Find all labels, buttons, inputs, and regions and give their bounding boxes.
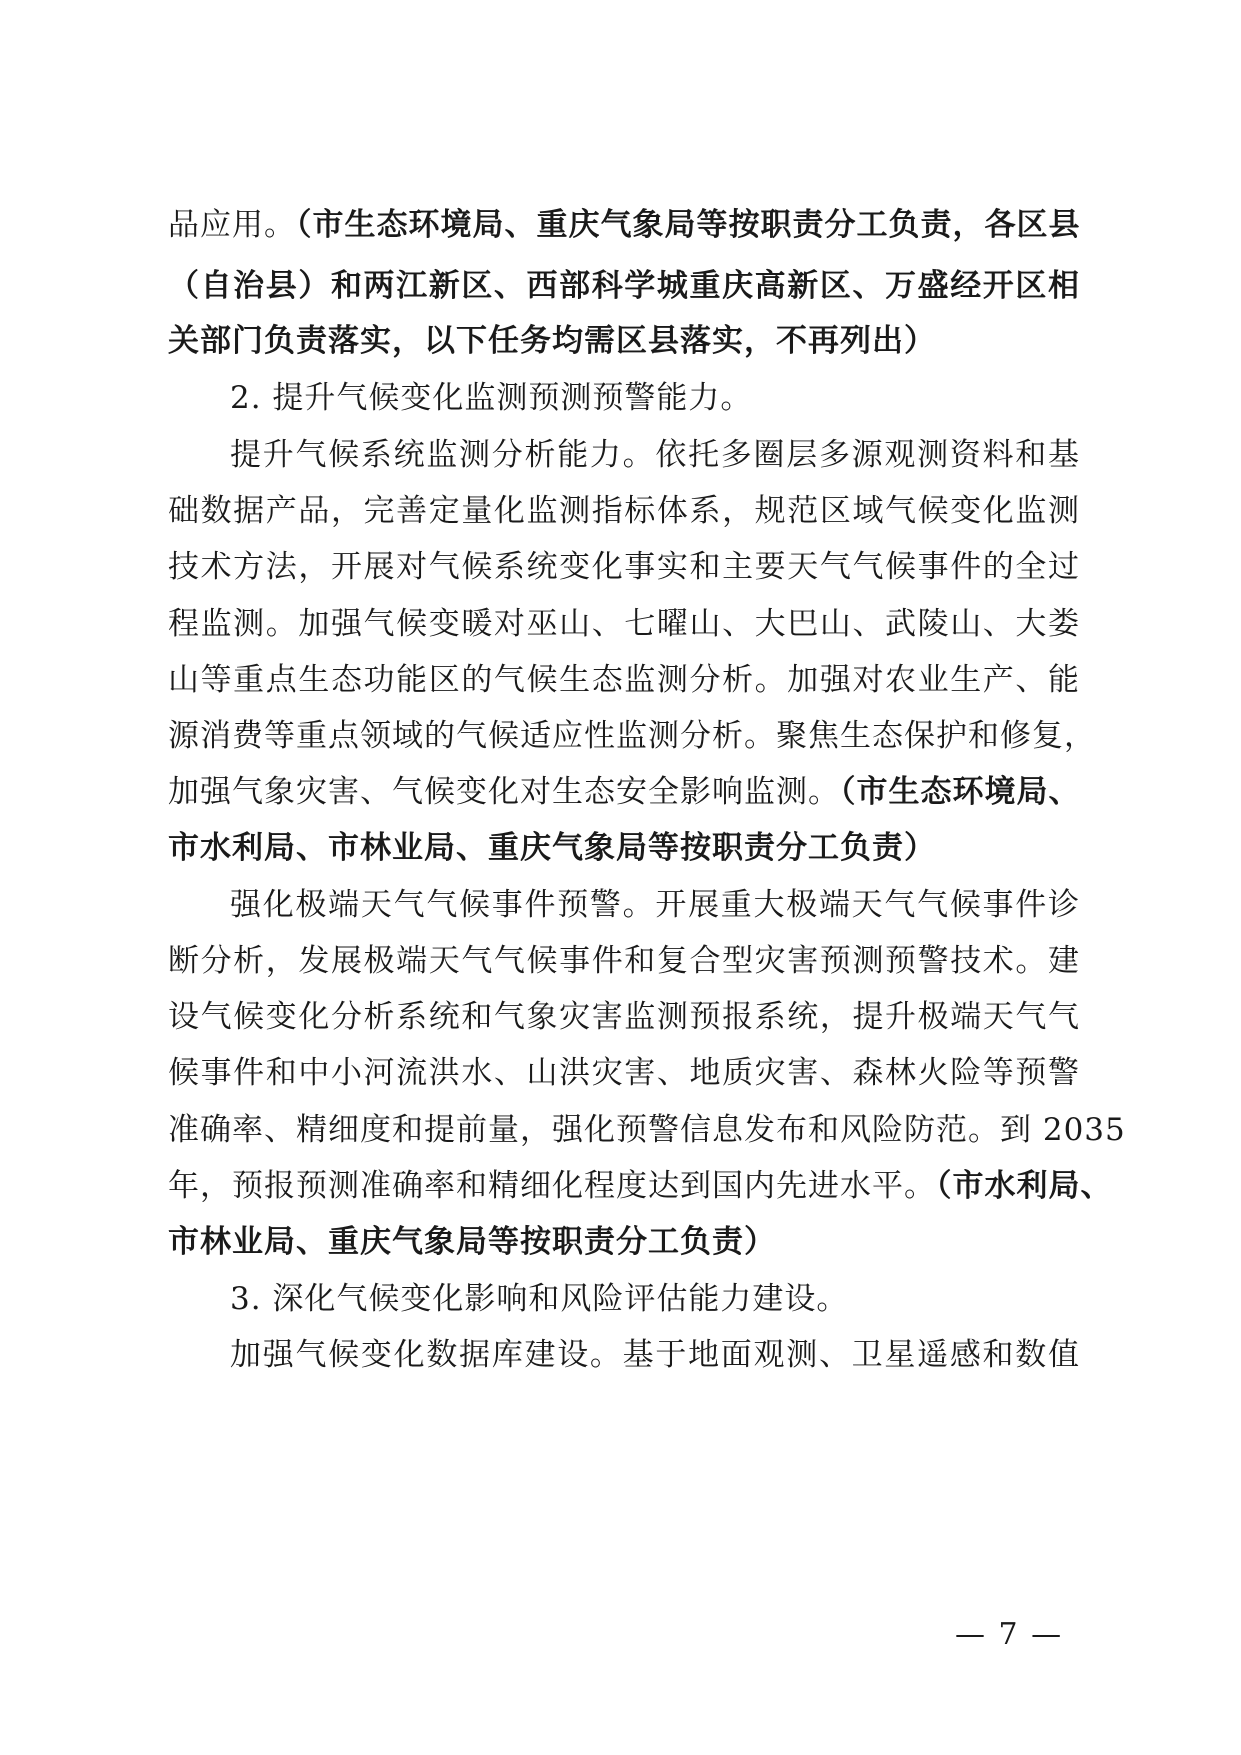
section-heading: 2. 提升气候变化监测预测预警能力。	[230, 380, 753, 416]
text-line: 程监测。加强气候变暖对巫山、七曜山、大巴山、武陵山、大娄	[168, 606, 1080, 642]
text-line: 源消费等重点领域的气候适应性监测分析。聚焦生态保护和修复，	[168, 718, 1096, 754]
text-line: 山等重点生态功能区的气候生态监测分析。加强对农业生产、能	[168, 662, 1080, 698]
text-line: 强化极端天气气候事件预警。开展重大极端天气气候事件诊	[230, 887, 1080, 923]
text-line: 加强气候变化数据库建设。基于地面观测、卫星遥感和数值	[230, 1337, 1080, 1373]
text-line: 提升气候系统监测分析能力。依托多圈层多源观测资料和基	[230, 437, 1080, 473]
text-line: 市水利局、市林业局、重庆气象局等按职责分工负责）	[168, 830, 936, 866]
text-line: 关部门负责落实，以下任务均需区县落实，不再列出）	[168, 323, 936, 359]
text-line: 础数据产品，完善定量化监测指标体系，规范区域气候变化监测	[168, 493, 1080, 529]
text-line: 断分析，发展极端天气气候事件和复合型灾害预测预警技术。建	[168, 943, 1080, 979]
page-number: — 7 —	[955, 1617, 1064, 1652]
section-heading: 3. 深化气候变化影响和风险评估能力建设。	[230, 1281, 849, 1317]
text-line: 设气候变化分析系统和气象灾害监测预报系统，提升极端天气气	[168, 999, 1080, 1035]
text-line: 年，预报预测准确率和精细化程度达到国内先进水平。（市水利局、	[168, 1168, 1113, 1204]
text-line: 准确率、精细度和提前量，强化预警信息发布和风险防范。到 2035	[168, 1112, 1126, 1148]
text-line: 候事件和中小河流洪水、山洪灾害、地质灾害、森林火险等预警	[168, 1055, 1080, 1091]
text-line: 加强气象灾害、气候变化对生态安全影响监测。（市生态环境局、	[168, 774, 1081, 810]
text-line: 品应用。（市生态环境局、重庆气象局等按职责分工负责，各区县	[168, 207, 1081, 243]
text-line: 技术方法，开展对气候系统变化事实和主要天气气候事件的全过	[168, 549, 1080, 585]
text-line: 市林业局、重庆气象局等按职责分工负责）	[168, 1224, 776, 1260]
text-line: （自治县）和两江新区、西部科学城重庆高新区、万盛经开区相	[168, 268, 1080, 304]
